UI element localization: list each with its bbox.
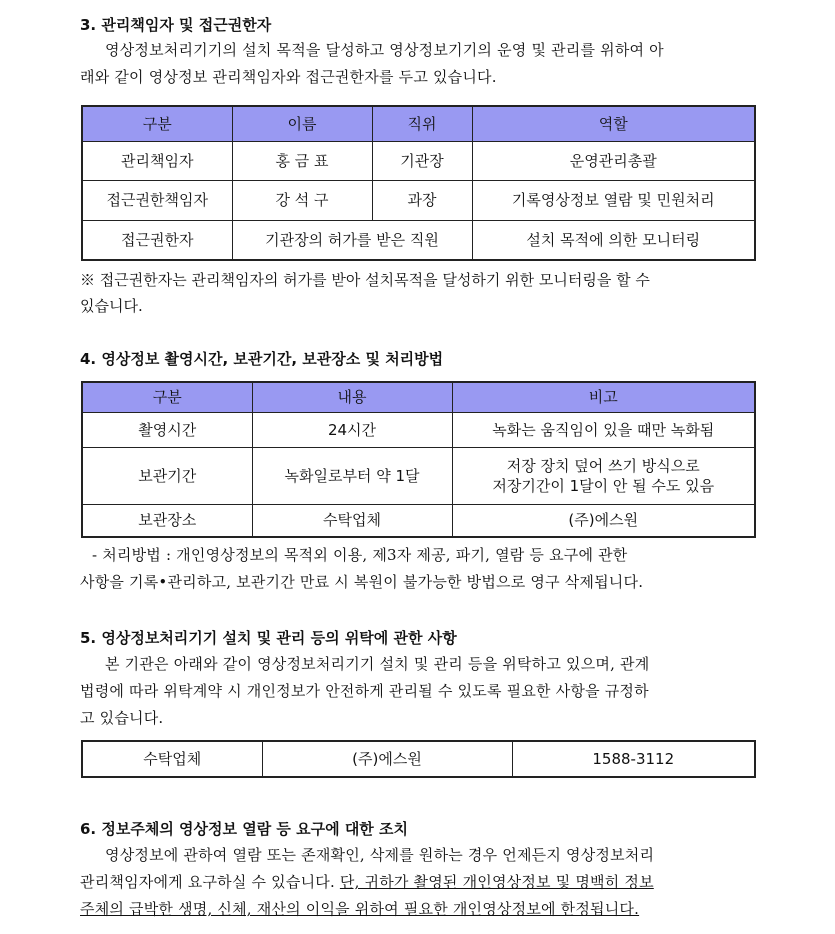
table-row bbox=[82, 412, 755, 447]
section-5-paragraph-line-1: 본 기관은 아래와 같이 영상정보처리기기 설치 및 관리 등을 위탁하고 있으며, 관계 bbox=[105, 655, 650, 673]
section-6-paragraph-line-2 bbox=[80, 870, 654, 895]
table-cell-multiline bbox=[452, 447, 755, 504]
manager-table bbox=[81, 105, 756, 261]
header-cell: 구분 bbox=[82, 382, 252, 412]
table-cell: 홍 금 표 bbox=[232, 141, 372, 180]
table-cell: 녹화는 움직임이 있을 때만 녹화됨 bbox=[452, 412, 755, 447]
header-cell: 비고 bbox=[452, 382, 755, 412]
cell-line: 저장 장치 덮어 쓰기 방식으로 bbox=[506, 456, 700, 475]
section-6-title: 6. 정보주체의 영상정보 열람 등 요구에 대한 조치 bbox=[80, 820, 409, 838]
table-cell: 접근권한자 bbox=[82, 220, 232, 260]
table-cell: 수탁업체 bbox=[252, 504, 452, 537]
section-5-title: 5. 영상정보처리기기 설치 및 관리 등의 위탁에 관한 사항 bbox=[80, 629, 457, 647]
header-cell: 내용 bbox=[252, 382, 452, 412]
table-cell: 기관장의 허가를 받은 직원 bbox=[232, 220, 472, 260]
table-row bbox=[82, 180, 755, 220]
header-cell: 구분 bbox=[82, 106, 232, 141]
table-cell: 과장 bbox=[372, 180, 472, 220]
table-cell: 운영관리총괄 bbox=[472, 141, 755, 180]
section-3-note-line-1: ※ 접근권한자는 관리책임자의 허가를 받아 설치목적을 달성하기 위한 모니터링을 할 수 bbox=[80, 271, 650, 289]
section-3-title: 3. 관리책임자 및 접근권한자 bbox=[80, 16, 272, 34]
section-4-paragraph-line-2: 사항을 기록•관리하고, 보관기간 만료 시 복원이 불가능한 방법으로 영구 삭제됩니다. bbox=[80, 573, 644, 591]
section-5-paragraph-line-2: 법령에 따라 위탁계약 시 개인정보가 안전하게 관리될 수 있도록 필요한 사항을 규정하 bbox=[80, 682, 649, 700]
section-4-title: 4. 영상정보 촬영시간, 보관기간, 보관장소 및 처리방법 bbox=[80, 350, 444, 368]
underlined-text: 단, 귀하가 촬영된 개인영상정보 및 명백히 정보 bbox=[339, 873, 654, 891]
table-cell: (주)에스원 bbox=[262, 741, 512, 777]
table-row bbox=[82, 741, 755, 777]
table-row bbox=[82, 220, 755, 260]
table-cell: 1588-3112 bbox=[512, 741, 755, 777]
section-4-paragraph-line-1: - 처리방법 : 개인영상정보의 목적외 이용, 제3자 제공, 파기, 열람 등 요구에 관한 bbox=[92, 546, 628, 564]
table-row bbox=[82, 141, 755, 180]
table-cell: 보관장소 bbox=[82, 504, 252, 537]
table-cell: 접근권한책임자 bbox=[82, 180, 232, 220]
table-row bbox=[82, 447, 755, 504]
underlined-text: 주체의 급박한 생명, 신체, 재산의 이익을 위하여 필요한 개인영상정보에 한정됩니다. bbox=[80, 900, 640, 918]
table-row bbox=[82, 504, 755, 537]
table-cell: 녹화일로부터 약 1달 bbox=[252, 447, 452, 504]
header-cell: 역할 bbox=[472, 106, 755, 141]
retention-table bbox=[81, 381, 756, 538]
table-cell: 보관기간 bbox=[82, 447, 252, 504]
section-3-paragraph-line-2: 래와 같이 영상정보 관리책임자와 접근권한자를 두고 있습니다. bbox=[80, 68, 497, 86]
table-cell: 관리책임자 bbox=[82, 141, 232, 180]
table-cell: 강 석 구 bbox=[232, 180, 372, 220]
table-header-row bbox=[82, 382, 755, 412]
table-cell: 24시간 bbox=[252, 412, 452, 447]
section-5-paragraph-line-3: 고 있습니다. bbox=[80, 709, 164, 727]
plain-text: 관리책임자에게 요구하실 수 있습니다. bbox=[80, 873, 340, 891]
table-cell: 기관장 bbox=[372, 141, 472, 180]
cell-line: 저장기간이 1달이 안 될 수도 있음 bbox=[492, 476, 715, 495]
section-6-paragraph-line-1: 영상정보에 관하여 열람 또는 존재확인, 삭제를 원하는 경우 언제든지 영상정보처리 bbox=[105, 846, 655, 864]
table-cell: 기록영상정보 열람 및 민원처리 bbox=[472, 180, 755, 220]
header-cell: 이름 bbox=[232, 106, 372, 141]
section-3-paragraph-line-1: 영상정보처리기기의 설치 목적을 달성하고 영상정보기기의 운영 및 관리를 위하여 아 bbox=[105, 41, 664, 59]
table-cell: 수탁업체 bbox=[82, 741, 262, 777]
section-6-paragraph-line-3 bbox=[80, 897, 639, 922]
header-cell: 직위 bbox=[372, 106, 472, 141]
section-3-note-line-2: 있습니다. bbox=[80, 297, 143, 315]
table-header-row bbox=[82, 106, 755, 141]
contractor-table bbox=[81, 740, 756, 778]
table-cell: (주)에스원 bbox=[452, 504, 755, 537]
table-cell: 촬영시간 bbox=[82, 412, 252, 447]
table-cell: 설치 목적에 의한 모니터링 bbox=[472, 220, 755, 260]
